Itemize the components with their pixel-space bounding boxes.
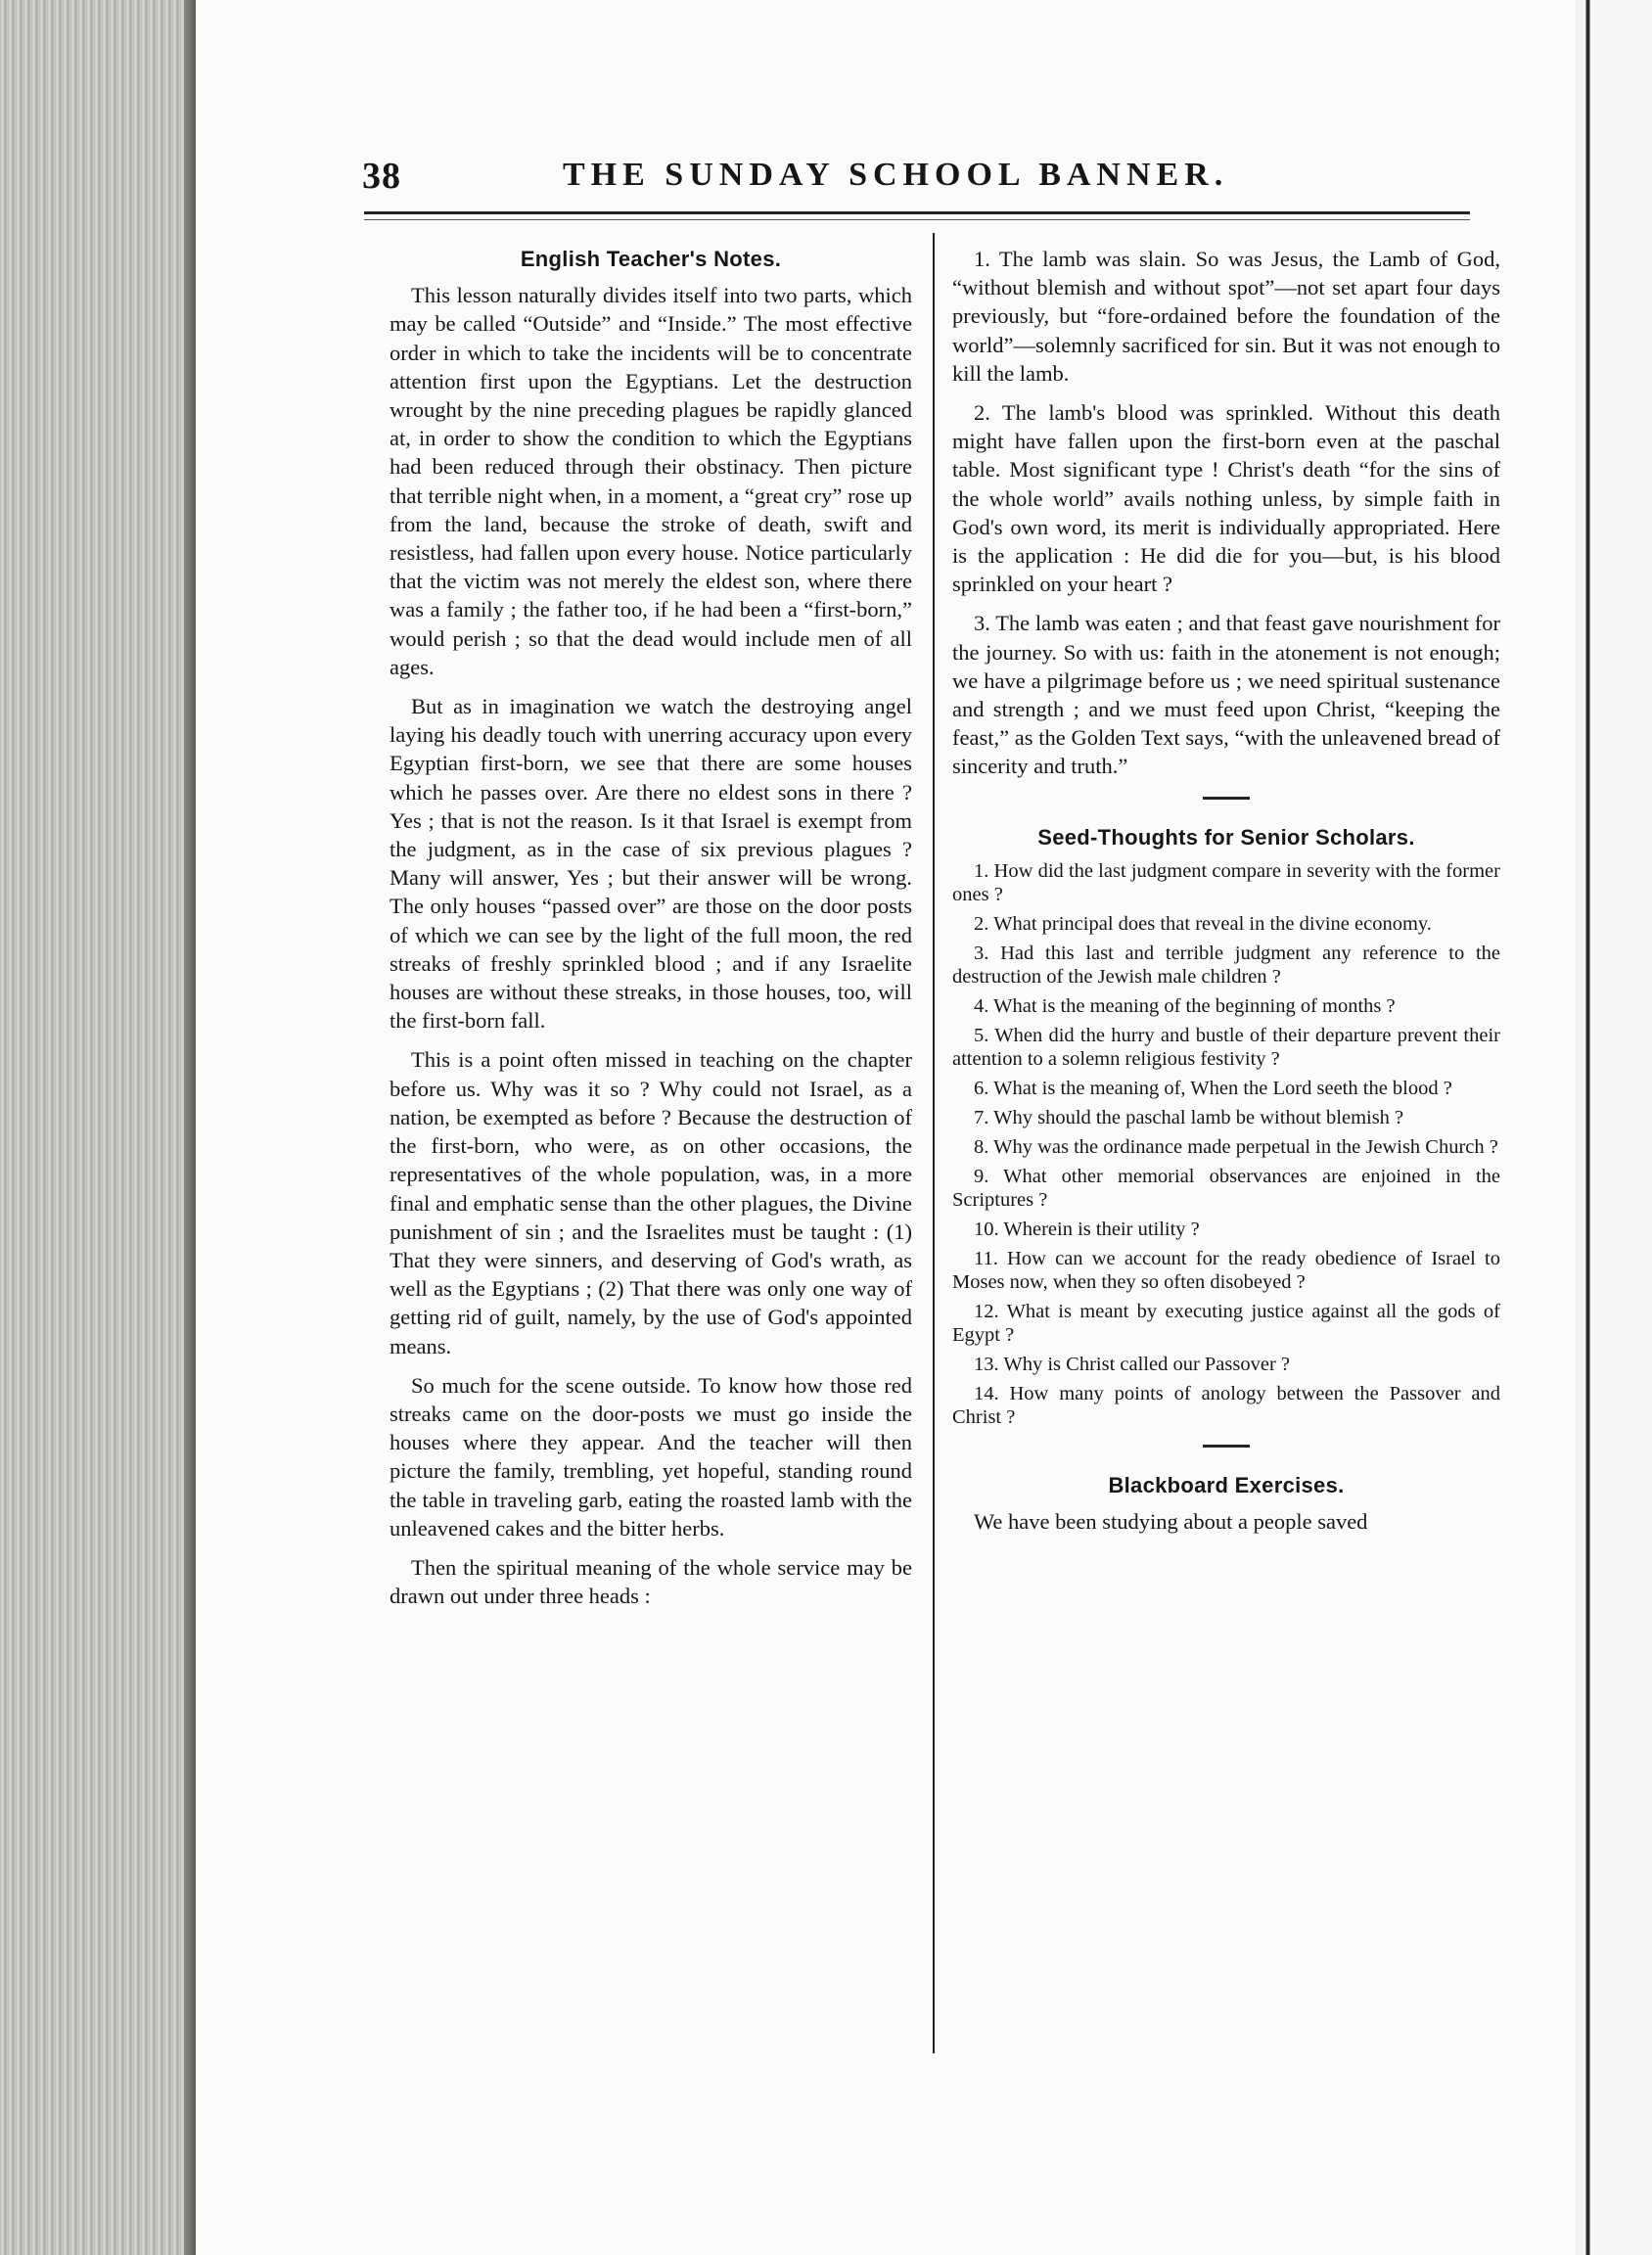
right-column bbox=[952, 245, 1500, 1546]
paragraph: This is a point often missed in teaching on the chapter before us. Why was it so ? Why could not Israel, as a nation, be exempted as before ? Because the destruction of the first-born, who were, as on other occasions, the representatives of the whole population, was, in a more final and emphatic sense than the other plagues, the Divine punishment of sin ; and the Israelites must be taught : (1) That they were sinners, and deserving of God's wrath, as well as the Egyptians ; (2) That there was only one way of getting rid of guilt, namely, by the use of God's appointed means. bbox=[390, 1047, 912, 1358]
question-item: 1. How did the last judgment compare in severity with the former ones ? bbox=[952, 859, 1500, 905]
section-rule bbox=[1203, 797, 1250, 800]
question-item: 7. Why should the paschal lamb be without blemish ? bbox=[974, 1106, 1404, 1128]
question-item: 10. Wherein is their utility ? bbox=[974, 1218, 1200, 1240]
question-item: 5. When did the hurry and bustle of their departure prevent their attention to a solemn religious festivity ? bbox=[952, 1024, 1500, 1070]
question-item: 11. How can we account for the ready obedience of Israel to Moses now, when they so often disobeyed ? bbox=[952, 1247, 1500, 1293]
paragraph: Then the spiritual meaning of the whole service may be drawn out under three heads : bbox=[390, 1554, 912, 1609]
paragraph: But as in imagination we watch the destroying angel laying his deadly touch with unerring accuracy upon every Egyptian first-born, we see that there are some houses which he passes over. Are there no eldest sons in there ? Yes ; that is not the reason. Is it that Israel is exempt from the judgment, as in the case of six previous plagues ? Many will answer, Yes ; but their answer will be wrong. The only houses “passed over” are those on the door posts of which we can see by the light of the full moon, the red streaks of freshly sprinkled blood ; and if any Israelite houses are without these streaks, in those houses, too, will the first-born fall. bbox=[390, 694, 912, 1034]
question-item: 6. What is the meaning of, When the Lord seeth the blood ? bbox=[974, 1077, 1452, 1099]
section-heading-english-teachers-notes: English Teacher's Notes. bbox=[520, 247, 782, 271]
running-title: THE SUNDAY SCHOOL BANNER. bbox=[563, 157, 1229, 193]
section-heading-blackboard-exercises: Blackboard Exercises. bbox=[1108, 1472, 1345, 1497]
question-item: 2. What principal does that reveal in the divine economy. bbox=[974, 912, 1432, 935]
page-number: 38 bbox=[362, 156, 401, 197]
next-page-edge bbox=[1576, 0, 1652, 2255]
point-paragraph: 3. The lamb was eaten ; and that feast gave nourishment for the journey. So with us: faith in the atonement is not enough; we have a pilgrimage before us ; we need spiritual sustenance and strength ; and we must feed upon Christ, “keeping the feast,” as the Golden Text says, “with the unleavened bread of sincerity and truth.” bbox=[952, 611, 1500, 779]
question-item: 4. What is the meaning of the beginning of months ? bbox=[974, 994, 1396, 1017]
paragraph: So much for the scene outside. To know how those red streaks came on the door-posts we must go inside the houses where they appear. And the teacher will then picture the family, trembling, yet hopeful, standing round the table in traveling garb, eating the roasted lamb with the unleavened cakes and the bitter herbs. bbox=[390, 1372, 912, 1541]
running-head bbox=[362, 155, 1468, 204]
column-divider bbox=[933, 233, 935, 2053]
header-rule bbox=[364, 211, 1470, 220]
question-item: 8. Why was the ordinance made perpetual in the Jewish Church ? bbox=[974, 1135, 1498, 1158]
paragraph: This lesson naturally divides itself into two parts, which may be called “Outside” and “Inside.” The most effective order in which to take the incidents will be to concentrate attention first upon the Egyptians. Let the destruction wrought by the nine preceding plagues be rapidly glanced at, in order to show the condition to which the Egyptians had been reduced through their obstinacy. Then picture that terrible night when, in a moment, a “great cry” rose up from the land, because the stroke of death, swift and resistless, had fallen upon every house. Notice particularly that the victim was not merely the eldest son, where there was a family ; the father too, if he had been a “first-born,” would perish ; so that the dead would include men of all ages. bbox=[390, 283, 912, 679]
paragraph: We have been studying about a people saved bbox=[974, 1509, 1368, 1535]
question-item: 13. Why is Christ called our Passover ? bbox=[974, 1353, 1291, 1375]
point-paragraph: 1. The lamb was slain. So was Jesus, the Lamb of God, “without blemish and without spot”—not set apart four days previously, but “fore-ordained before the foundation of the world”—solemnly sacrificed for sin. But it was not enough to kill the lamb. bbox=[952, 247, 1500, 386]
left-column bbox=[390, 245, 912, 1621]
question-item: 12. What is meant by executing justice against all the gods of Egypt ? bbox=[952, 1300, 1500, 1346]
section-rule bbox=[1203, 1445, 1250, 1448]
book-page-edges bbox=[0, 0, 196, 2255]
question-item: 9. What other memorial observances are enjoined in the Scriptures ? bbox=[952, 1165, 1500, 1211]
point-paragraph: 2. The lamb's blood was sprinkled. Without this death might have fallen upon the first-born even at the paschal table. Most significant type ! Christ's death “for the sins of the whole world” avails nothing unless, by simple faith in God's own word, its merit is individually appropriated. Here is the application : He did die for you—but, is his blood sprinkled on your heart ? bbox=[952, 400, 1500, 597]
question-item: 14. How many points of anology between the Passover and Christ ? bbox=[952, 1382, 1500, 1428]
section-heading-seed-thoughts: Seed-Thoughts for Senior Scholars. bbox=[1037, 824, 1415, 850]
question-item: 3. Had this last and terrible judgment any reference to the destruction of the Jewish male children ? bbox=[952, 942, 1500, 988]
